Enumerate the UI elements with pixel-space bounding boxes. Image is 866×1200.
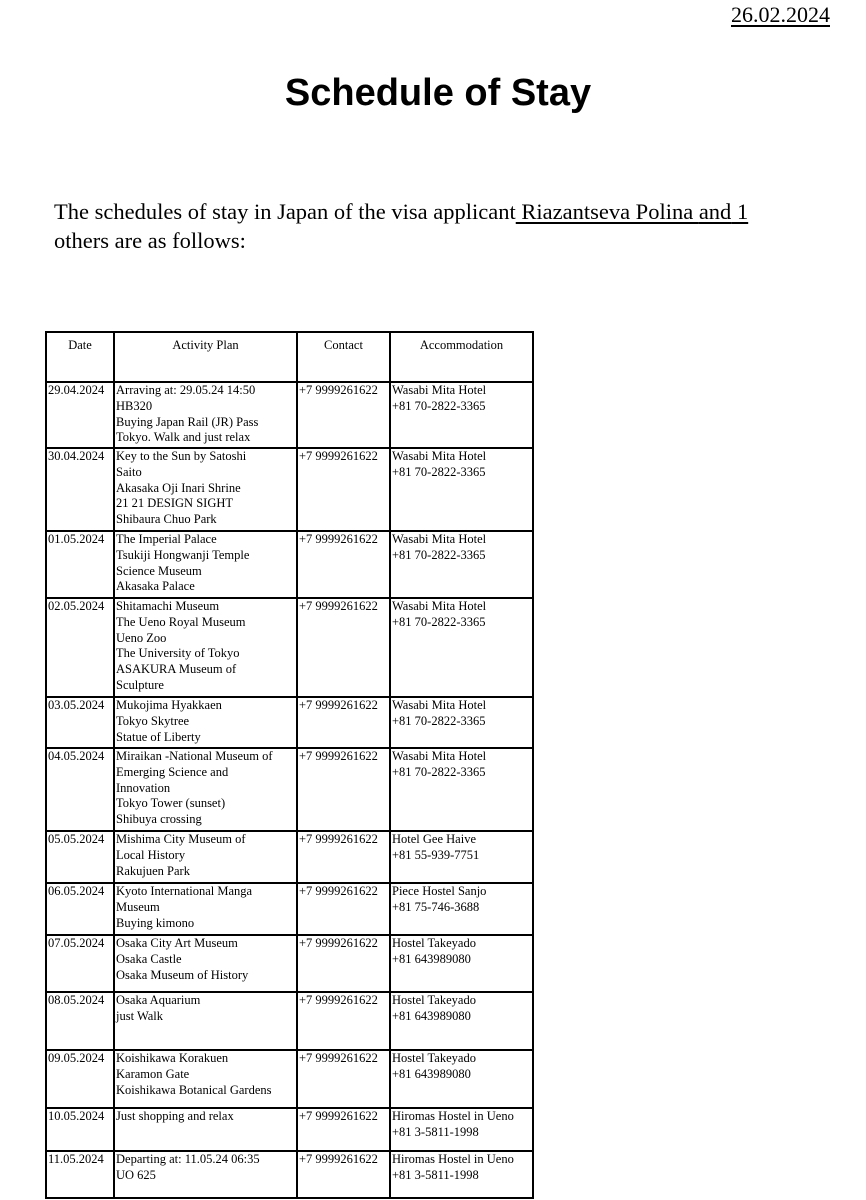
cell-activity: Osaka Aquarium just Walk: [114, 992, 297, 1050]
cell-contact: +7 9999261622: [297, 1108, 390, 1151]
cell-date: 29.04.2024: [46, 382, 114, 448]
cell-date: 10.05.2024: [46, 1108, 114, 1151]
cell-date: 06.05.2024: [46, 883, 114, 935]
cell-contact: +7 9999261622: [297, 531, 390, 598]
cell-accommodation: Hostel Takeyado +81 643989080: [390, 935, 533, 992]
table-body: [46, 382, 533, 1198]
cell-date: 09.05.2024: [46, 1050, 114, 1108]
cell-contact: +7 9999261622: [297, 1050, 390, 1108]
table-row: [46, 1108, 533, 1151]
table-row: [46, 935, 533, 992]
cell-accommodation: Hiromas Hostel in Ueno +81 3-5811-1998: [390, 1108, 533, 1151]
table-row: [46, 1050, 533, 1108]
cell-accommodation: Hostel Takeyado +81 643989080: [390, 1050, 533, 1108]
page-title: Schedule of Stay: [284, 72, 592, 114]
cell-accommodation: Wasabi Mita Hotel +81 70-2822-3365: [390, 697, 533, 748]
document-date: 26.02.2024: [731, 2, 830, 27]
cell-contact: +7 9999261622: [297, 831, 390, 883]
table-row: [46, 697, 533, 748]
cell-accommodation: Piece Hostel Sanjo +81 75-746-3688: [390, 883, 533, 935]
intro-suffix: others are as follows:: [54, 228, 246, 253]
cell-date: 08.05.2024: [46, 992, 114, 1050]
intro-paragraph: [54, 197, 814, 255]
cell-accommodation: Wasabi Mita Hotel +81 70-2822-3365: [390, 382, 533, 448]
cell-accommodation: Wasabi Mita Hotel +81 70-2822-3365: [390, 448, 533, 531]
header-accommodation: Accommodation: [390, 332, 533, 382]
header-activity: Activity Plan: [114, 332, 297, 382]
table-row: [46, 883, 533, 935]
cell-date: 03.05.2024: [46, 697, 114, 748]
cell-activity: Key to the Sun by Satoshi Saito Akasaka Oji Inari Shrine 21 21 DESIGN SIGHT Shibaura Chuo Park: [114, 448, 297, 531]
cell-contact: +7 9999261622: [297, 448, 390, 531]
schedule-table: [45, 331, 534, 1199]
table-row: [46, 448, 533, 531]
cell-contact: +7 9999261622: [297, 883, 390, 935]
cell-accommodation: Hostel Takeyado +81 643989080: [390, 992, 533, 1050]
cell-contact: +7 9999261622: [297, 935, 390, 992]
table-row: [46, 831, 533, 883]
cell-contact: +7 9999261622: [297, 598, 390, 697]
table-row: [46, 382, 533, 448]
table-row: [46, 531, 533, 598]
cell-date: 04.05.2024: [46, 748, 114, 831]
table-row: [46, 598, 533, 697]
cell-date: 05.05.2024: [46, 831, 114, 883]
cell-activity: Miraikan -National Museum of Emerging Science and Innovation Tokyo Tower (sunset) Shibuya crossing: [114, 748, 297, 831]
table-row: [46, 748, 533, 831]
cell-activity: Arraving at: 29.05.24 14:50 HB320 Buying Japan Rail (JR) Pass Tokyo. Walk and just relax: [114, 382, 297, 448]
cell-date: 11.05.2024: [46, 1151, 114, 1198]
others-count: 1: [731, 199, 749, 224]
cell-activity: Koishikawa Korakuen Karamon Gate Koishikawa Botanical Gardens: [114, 1050, 297, 1108]
cell-accommodation: Hotel Gee Haive +81 55-939-7751: [390, 831, 533, 883]
cell-accommodation: Wasabi Mita Hotel +81 70-2822-3365: [390, 531, 533, 598]
cell-date: 30.04.2024: [46, 448, 114, 531]
cell-contact: +7 9999261622: [297, 1151, 390, 1198]
applicant-name: Riazantseva Polina: [515, 199, 699, 224]
cell-accommodation: Wasabi Mita Hotel +81 70-2822-3365: [390, 748, 533, 831]
cell-contact: +7 9999261622: [297, 992, 390, 1050]
cell-activity: Mishima City Museum of Local History Rakujuen Park: [114, 831, 297, 883]
cell-contact: +7 9999261622: [297, 697, 390, 748]
cell-date: 01.05.2024: [46, 531, 114, 598]
cell-activity: Kyoto International Manga Museum Buying kimono: [114, 883, 297, 935]
cell-date: 02.05.2024: [46, 598, 114, 697]
cell-activity: Mukojima Hyakkaen Tokyo Skytree Statue of Liberty: [114, 697, 297, 748]
table-row: [46, 992, 533, 1050]
cell-activity: Departing at: 11.05.24 06:35 UO 625: [114, 1151, 297, 1198]
intro-and: and: [698, 199, 732, 224]
cell-accommodation: Wasabi Mita Hotel +81 70-2822-3365: [390, 598, 533, 697]
header-contact: Contact: [297, 332, 390, 382]
cell-date: 07.05.2024: [46, 935, 114, 992]
cell-accommodation: Hiromas Hostel in Ueno +81 3-5811-1998: [390, 1151, 533, 1198]
cell-contact: +7 9999261622: [297, 382, 390, 448]
cell-contact: +7 9999261622: [297, 748, 390, 831]
cell-activity: Shitamachi Museum The Ueno Royal Museum Ueno Zoo The University of Tokyo ASAKURA Museum of Sculpture: [114, 598, 297, 697]
cell-activity: The Imperial Palace Tsukiji Hongwanji Temple Science Museum Akasaka Palace: [114, 531, 297, 598]
cell-activity: Just shopping and relax: [114, 1108, 297, 1151]
table-header-row: [46, 332, 533, 382]
table-row: [46, 1151, 533, 1198]
intro-prefix: The schedules of stay in Japan of the visa applicant: [54, 199, 516, 224]
cell-activity: Osaka City Art Museum Osaka Castle Osaka Museum of History: [114, 935, 297, 992]
header-date: Date: [46, 332, 114, 382]
